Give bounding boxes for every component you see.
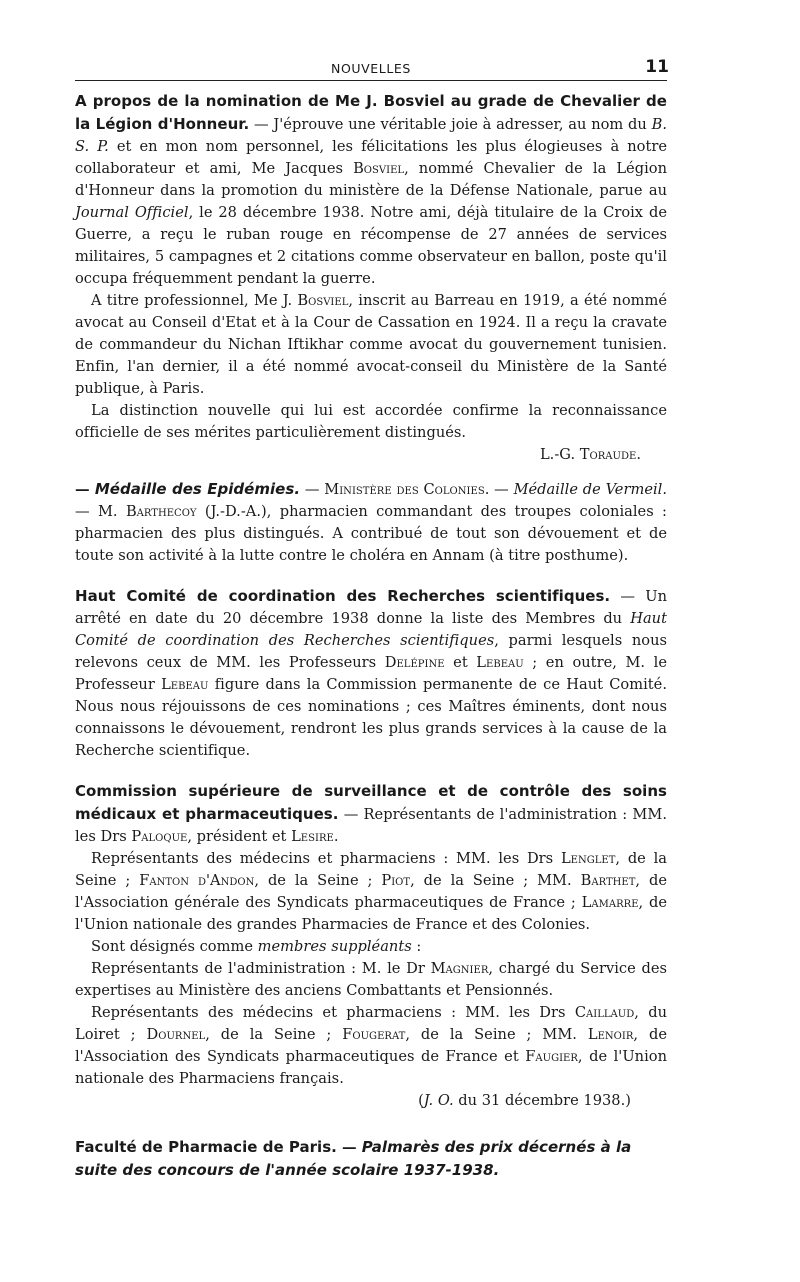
section-medaille-epidemies (75, 478, 667, 567)
signature-name: Toraude. (579, 446, 641, 463)
person-name: Caillaud (574, 1004, 635, 1021)
text: — (75, 481, 95, 498)
text: , le 28 décembre 1938. Notre ami, déjà titulaire de la Croix de Guerre, a reçu le ruban rouge en récompense de 27 années de services militaires, 5 campagnes et 2 citations comme observateur en ballon, poste qu'il occupa fréquemment pendant la guerre. (75, 204, 667, 287)
section-title: Commission supérieure de surveillance et de contrôle des soins médicaux et pharmaceutiques. (75, 782, 667, 823)
committee-name: Haut Comité de coordination des Recherches scientifiques (75, 610, 667, 649)
text: Représentants de l'administration : M. le Dr (91, 960, 431, 977)
text: ( (418, 1092, 424, 1109)
text: , de l'Union nationale des grandes Pharmacies de France et des Colonies. (75, 894, 667, 933)
person-name: Faugier (525, 1048, 578, 1065)
text: — J'éprouve une véritable joie à adresser, au nom du (249, 116, 652, 133)
paragraph (75, 958, 667, 1002)
medal-name: Médaille de Vermeil. (513, 481, 668, 498)
section-subtitle: Palmarès des prix décernés à la suite des concours de l'année scolaire 1937-1938. (75, 1138, 632, 1179)
text: , inscrit au Barreau en 1919, a été nommé avocat au Conseil d'Etat et à la Cour de Cassation en 1924. Il a reçu la cravate de commandeur du Nichan Iftikhar comme avocat du gouvernement tunisien. Enfin, l'an dernier, il a été nommé avocat-conseil du Ministère de la Santé publique, à Paris. (75, 292, 668, 397)
running-title: NOUVELLES (331, 61, 411, 76)
paragraph: La distinction nouvelle qui lui est accordée confirme la reconnaissance officielle de ses mérites particulièrement distingués. (75, 402, 667, 441)
person-name: Paloque (131, 828, 188, 845)
text: et en mon nom personnel, les félicitations les plus élogieuses à notre collaborateur et ami, Me Jacques (75, 138, 667, 177)
emphasis: membres suppléants (257, 938, 412, 955)
text: — (489, 481, 514, 498)
signature (75, 444, 667, 466)
header-rule (75, 80, 667, 81)
text: Sont désignés comme (91, 938, 258, 955)
text: : (411, 938, 422, 955)
text: — Représentants de l'administration : MM. les Drs (75, 806, 667, 845)
page-header (75, 52, 667, 78)
section-title: Médaille des Epidémies. (94, 480, 301, 498)
text: , de la Seine ; MM. (410, 872, 581, 889)
paragraph (75, 290, 667, 400)
text: — (336, 1139, 362, 1156)
text: A titre professionnel, Me J. (91, 292, 298, 309)
journal-name: Journal Officiel (75, 204, 189, 221)
text: ; en outre, M. le Professeur (75, 654, 667, 693)
text: — Un arrêté en date du 20 décembre 1938 donne la liste des Membres du (75, 588, 667, 627)
text: , de la Seine ; (254, 872, 382, 889)
person-name: Lebeau (161, 676, 209, 693)
person-name: Barthet (580, 872, 636, 889)
person-name: Lamarre (581, 894, 639, 911)
section-legion-honneur (75, 90, 667, 466)
person-name: Dournel (146, 1026, 206, 1043)
text: figure dans la Commission permanente de ce Haut Comité. Nous nous réjouissons de ces nominations ; ces Maîtres éminents, dont nous connaissons le dévouement, rendront les plus grands services à la cause de la Recherche scientifique. (75, 676, 667, 759)
text: Représentants des médecins et pharmaciens : MM. les Drs (91, 850, 561, 867)
person-name: Lesire. (291, 828, 339, 845)
paragraph (75, 90, 667, 290)
text: , de l'Union nationale des Pharmaciens français. (75, 1048, 667, 1087)
text: , parmi lesquels nous relevons ceux de MM. les Professeurs (75, 632, 667, 671)
person-name: Bosviel (353, 160, 405, 177)
section-title: Haut Comité de coordination des Recherches scientifiques. (75, 587, 611, 605)
text: , chargé du Service des expertises au Ministère des anciens Combattants et Pensionnés. (75, 960, 667, 999)
text: , du Loiret ; (75, 1004, 667, 1043)
text: , de la Seine ; MM. (405, 1026, 588, 1043)
person-name: Lebeau (476, 654, 524, 671)
text: , de la Seine ; (205, 1026, 343, 1043)
text: , de la Seine ; (75, 850, 667, 889)
section-title: A propos de la nomination de Me J. Bosviel au grade de Chevalier de la Légion d'Honneur. (75, 92, 667, 133)
person-name: Delépine (384, 654, 445, 671)
section-faculte-pharmacie (75, 1136, 667, 1182)
person-name: Lenoir (587, 1026, 634, 1043)
person-name: Barthecoy (125, 503, 197, 520)
paragraph (75, 780, 667, 848)
text: et (444, 654, 477, 671)
source-citation (75, 1090, 667, 1112)
text: , nommé Chevalier de la Légion d'Honneur dans la promotion du ministère de la Défense Nationale, parue au (75, 160, 667, 199)
paragraph (75, 585, 667, 762)
journal-abbrev: J. O. (423, 1092, 454, 1109)
person-name: Bosviel (297, 292, 349, 309)
signature-initials: L.-G. (539, 446, 580, 463)
text: Représentants des médecins et pharmaciens : MM. les Drs (91, 1004, 575, 1021)
page-number: 11 (645, 57, 669, 77)
text: — M. (75, 503, 126, 520)
text: du 31 décembre 1938.) (453, 1092, 631, 1109)
text: — (300, 481, 325, 498)
section-commission-superieure (75, 780, 667, 1112)
journal-abbrev: B. S. P. (75, 116, 667, 155)
person-name: Lenglet (560, 850, 616, 867)
paragraph (75, 1002, 667, 1090)
text: , de l'Association des Syndicats pharmaceutiques de France et (75, 1026, 667, 1065)
person-name: Magnier (430, 960, 489, 977)
person-name: Piot (381, 872, 411, 889)
text: , de l'Association générale des Syndicats pharmaceutiques de France ; (75, 872, 667, 911)
paragraph (75, 936, 667, 958)
person-name: Fougerat (342, 1026, 406, 1043)
paragraph (75, 848, 667, 936)
paragraph (75, 478, 667, 567)
person-name: Fanton d'Andon (139, 872, 255, 889)
section-haut-comite (75, 585, 667, 762)
paragraph (75, 1136, 667, 1182)
text: , président et (187, 828, 292, 845)
document-page (75, 52, 667, 1182)
ministry-name: Ministère des Colonies. (324, 481, 490, 498)
text: (J.-D.-A.), pharmacien commandant des troupes coloniales : pharmacien des plus distingués. A contribué de tout son dévouement et de toute son activité à la lutte contre le choléra en Annam (à titre posthume). (75, 503, 667, 564)
section-title: Faculté de Pharmacie de Paris. (75, 1138, 337, 1156)
